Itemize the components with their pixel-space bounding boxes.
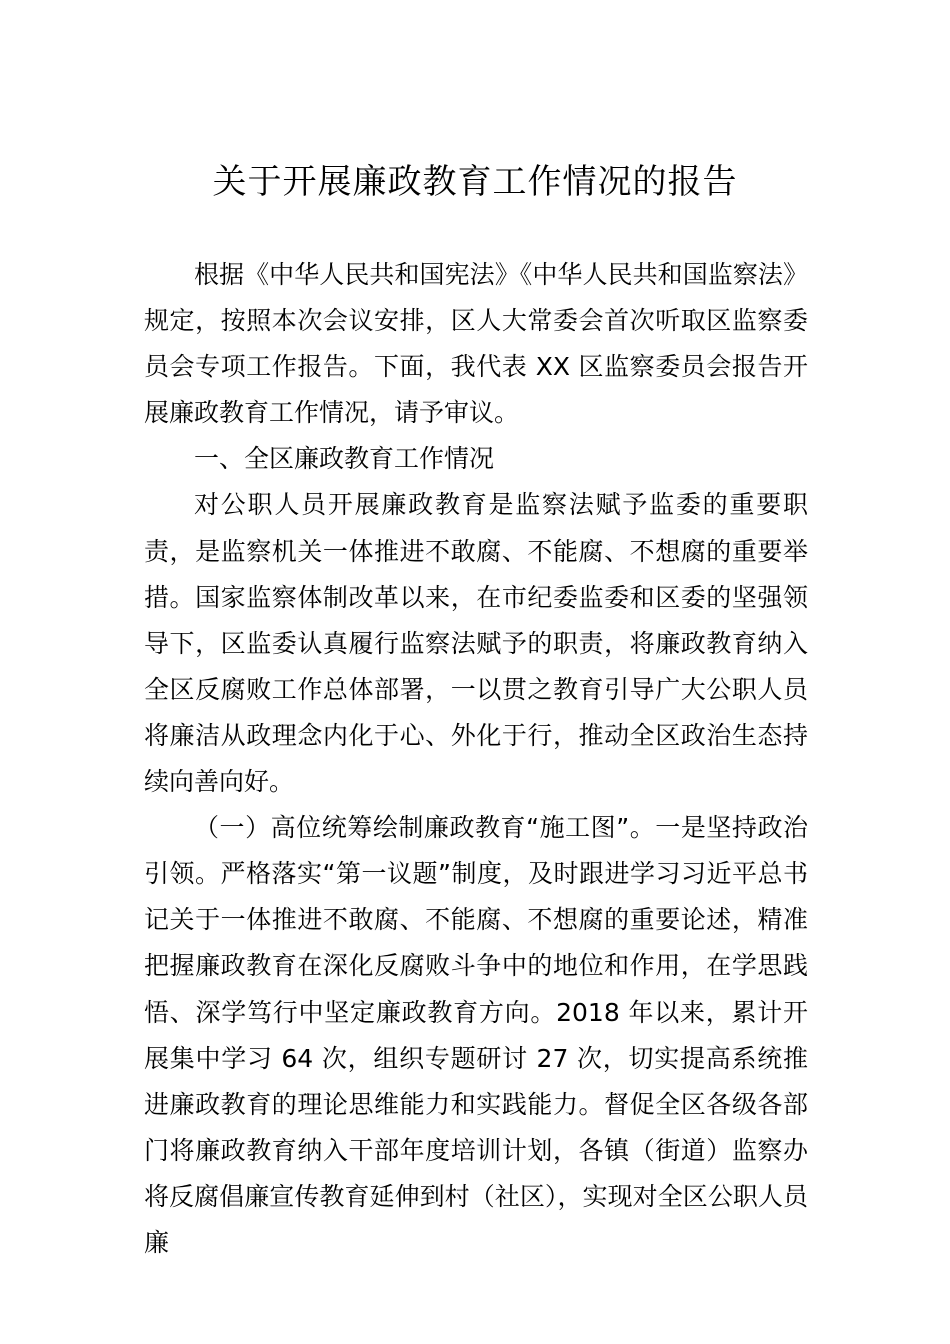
section-heading: 一、全区廉政教育工作情况 xyxy=(194,444,495,474)
paragraph-intro: 根据《中华人民共和国宪法》《中华人民共和国监察法》规定，按照本次会议安排，区人大常委会首次听取区监察委员会专项工作报告。下面，我代表 XX 区监察委员会报告开展廉政教育工作情况，请予审议。 xyxy=(144,260,808,428)
paragraph-overview: 对公职人员开展廉政教育是监察法赋予监委的重要职责，是监察机关一体推进不敢腐、不能腐、不想腐的重要举措。国家监察体制改革以来，在市纪委监委和区委的坚强领导下，区监委认真履行监察法赋予的职责，将廉政教育纳入全区反腐败工作总体部署，一以贯之教育引导广大公职人员将廉洁从政理念内化于心、外化于行，推动全区政治生态持续向善向好。 xyxy=(144,490,808,797)
paragraph-item-1: （一）高位统筹绘制廉政教育“施工图”。一是坚持政治引领。严格落实“第一议题”制度，及时跟进学习习近平总书记关于一体推进不敢腐、不能腐、不想腐的重要论述，精准把握廉政教育在深化反腐败斗争中的地位和作用，在学思践悟、深学笃行中坚定廉政教育方向。2018 年以来，累计开展集中学习 64 次，组织专题研讨 27 次，切实提高系统推进廉政教育的理论思维能力和实践能力。督促全区各级各部门将廉政教育纳入干部年度培训计划，各镇（街道）监察办将反腐倡廉宣传教育延伸到村（社区），实现对全区公职人员廉 xyxy=(144,813,808,1257)
document-body xyxy=(144,252,808,1266)
document-title: 关于开展廉政教育工作情况的报告 xyxy=(212,162,738,202)
